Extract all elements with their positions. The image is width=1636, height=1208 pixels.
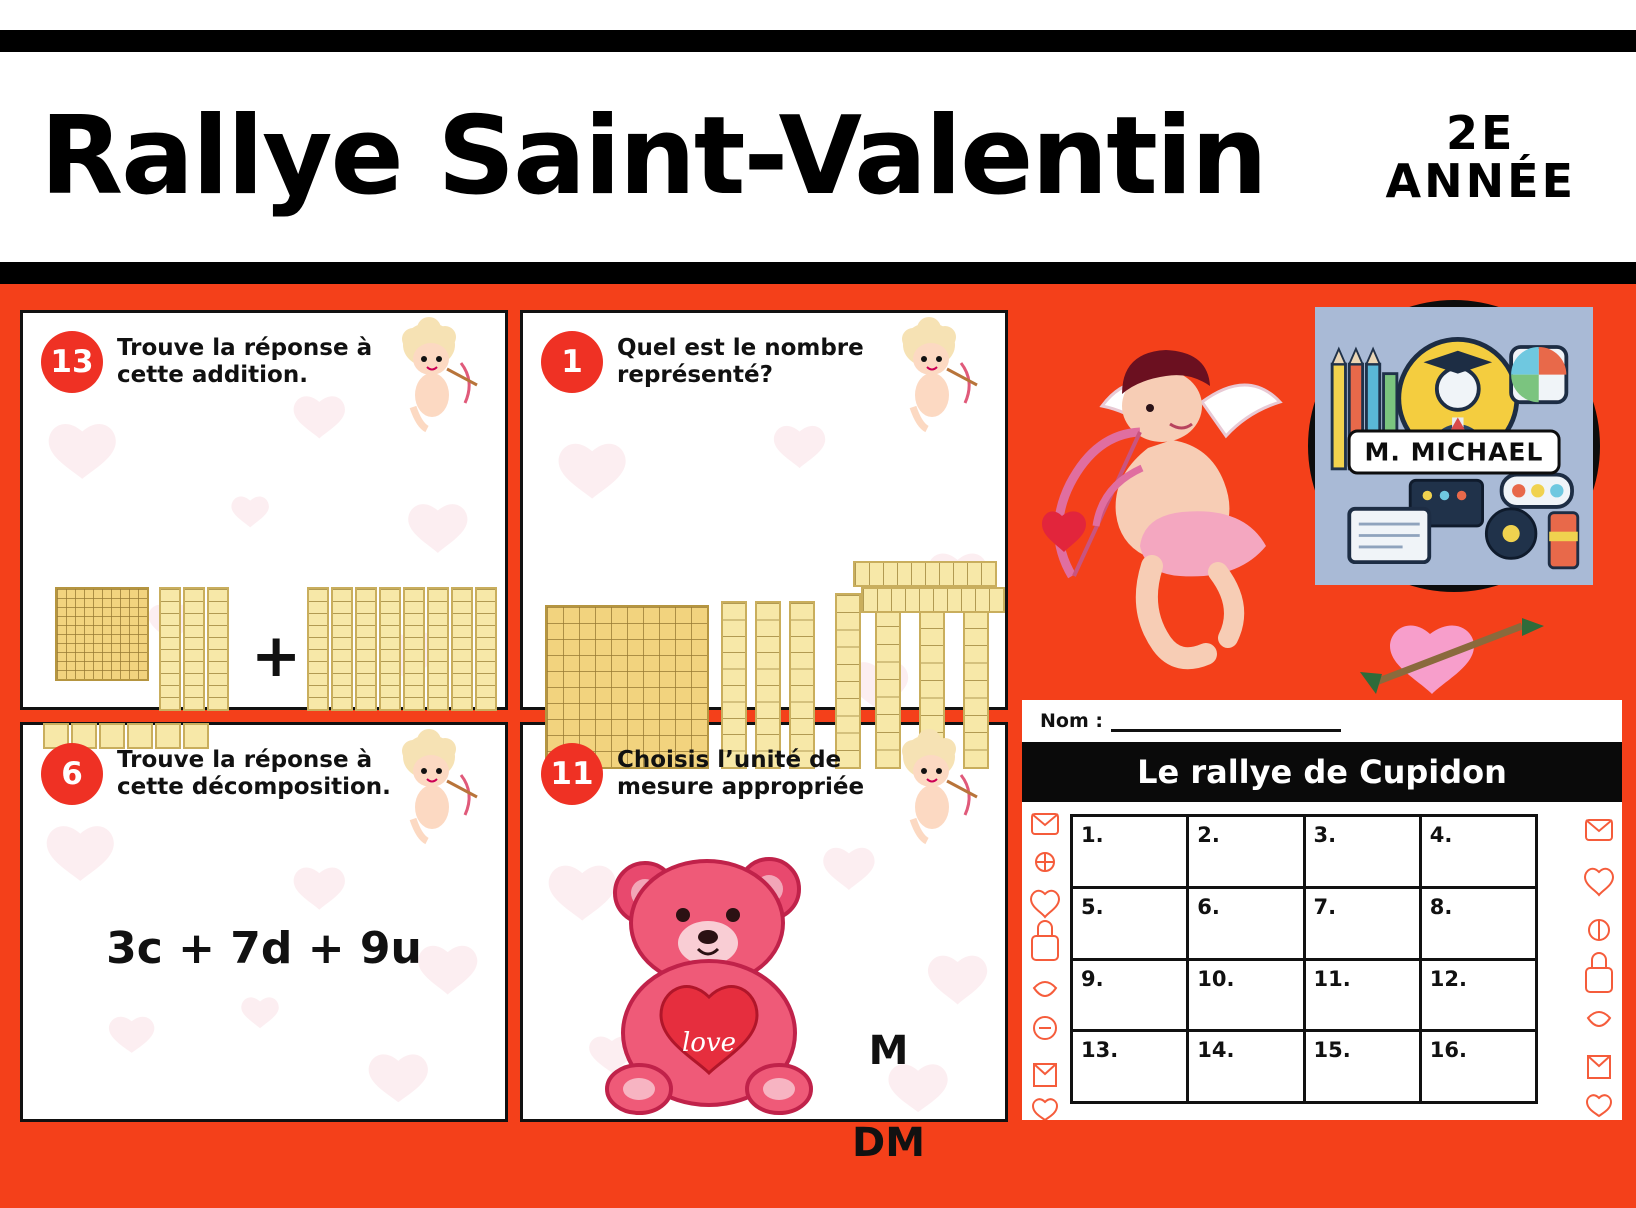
card-6-question: Trouve la réponse à cette décomposition. [117, 747, 391, 800]
svg-text:love: love [681, 1028, 737, 1058]
answer-cell[interactable]: 10. [1189, 961, 1305, 1033]
task-card-11[interactable] [520, 722, 1008, 1166]
card-11-question: Choisis l’unité de mesure appropriée [617, 747, 865, 800]
card-1-number-badge: 1 [541, 331, 603, 393]
answer-cell[interactable]: 16. [1422, 1032, 1538, 1104]
answer-sheet-title: Le rallye de Cupidon [1022, 742, 1622, 802]
cupid-icon [377, 731, 497, 849]
page-title: Rallye Saint-Valentin [40, 94, 1266, 219]
tens-rod-horizontal [861, 587, 1005, 613]
answer-cell[interactable]: 1. [1073, 817, 1189, 889]
answer-cell[interactable]: 3. [1306, 817, 1422, 889]
cupid-icon [877, 731, 997, 849]
tens-rod [403, 587, 425, 711]
card-1-question: Quel est le nombre représenté? [617, 335, 864, 388]
title-band [0, 52, 1636, 262]
answer-cell[interactable]: 7. [1306, 889, 1422, 961]
tens-rod [355, 587, 377, 711]
answer-cell[interactable]: 2. [1189, 817, 1305, 889]
grade-line-2: ANNÉE [1385, 154, 1576, 208]
answer-cell[interactable]: 11. [1306, 961, 1422, 1033]
teacher-name: M. MICHAEL [1348, 429, 1561, 474]
option-m[interactable]: M [868, 1028, 909, 1074]
tens-rod [427, 587, 449, 711]
grade-line-1: 2E [1446, 105, 1516, 160]
card-11-number-badge: 11 [541, 743, 603, 805]
cupid-icon [877, 319, 997, 437]
task-card-13[interactable] [20, 310, 508, 710]
name-input-line[interactable] [1111, 711, 1341, 732]
answer-cell[interactable]: 4. [1422, 817, 1538, 889]
card-13-number-badge: 13 [41, 331, 103, 393]
bottom-divider-bar [0, 262, 1636, 284]
tens-rod [379, 587, 401, 711]
answer-cell[interactable]: 6. [1189, 889, 1305, 961]
tens-rod [475, 587, 497, 711]
task-card-1[interactable] [520, 310, 1008, 710]
grade-level [1385, 105, 1596, 208]
card-11-options[interactable] [852, 1005, 925, 1189]
tens-rod-horizontal [853, 561, 997, 587]
card-13-question: Trouve la réponse à cette addition. [117, 335, 373, 388]
top-divider-bar [0, 30, 1636, 52]
hundreds-flat [55, 587, 149, 681]
answer-cell[interactable]: 5. [1073, 889, 1189, 961]
answer-grid[interactable] [1070, 814, 1538, 1104]
answer-cell[interactable]: 9. [1073, 961, 1189, 1033]
task-card-6[interactable] [20, 722, 508, 1122]
cupid-icon [377, 319, 497, 437]
tens-rod [183, 587, 205, 711]
option-dm[interactable]: DM [851, 1120, 925, 1166]
tens-rod [331, 587, 353, 711]
tens-rod [451, 587, 473, 711]
teddy-bear-icon [583, 845, 843, 1115]
valentine-doodle-border-left [1022, 802, 1068, 1120]
tens-rod [307, 587, 329, 711]
answer-cell[interactable]: 8. [1422, 889, 1538, 961]
name-label: Nom : [1040, 710, 1103, 732]
tens-rod [159, 587, 181, 711]
answer-cell[interactable]: 12. [1422, 961, 1538, 1033]
plus-operator: + [251, 621, 302, 691]
card-6-expression: 3c + 7d + 9u [106, 923, 422, 974]
answer-cell[interactable]: 13. [1073, 1032, 1189, 1104]
teacher-badge[interactable] [1308, 300, 1600, 592]
answer-sheet-area [1022, 802, 1622, 1120]
answer-cell[interactable]: 14. [1189, 1032, 1305, 1104]
card-6-number-badge: 6 [41, 743, 103, 805]
name-field-row[interactable] [1022, 700, 1622, 742]
tens-rod [207, 587, 229, 711]
cupid-with-bow-icon [1022, 336, 1342, 696]
answer-cell[interactable]: 15. [1306, 1032, 1422, 1104]
valentine-doodle-border-right [1576, 802, 1622, 1120]
heart-pierced-by-arrow-icon [1352, 606, 1544, 712]
